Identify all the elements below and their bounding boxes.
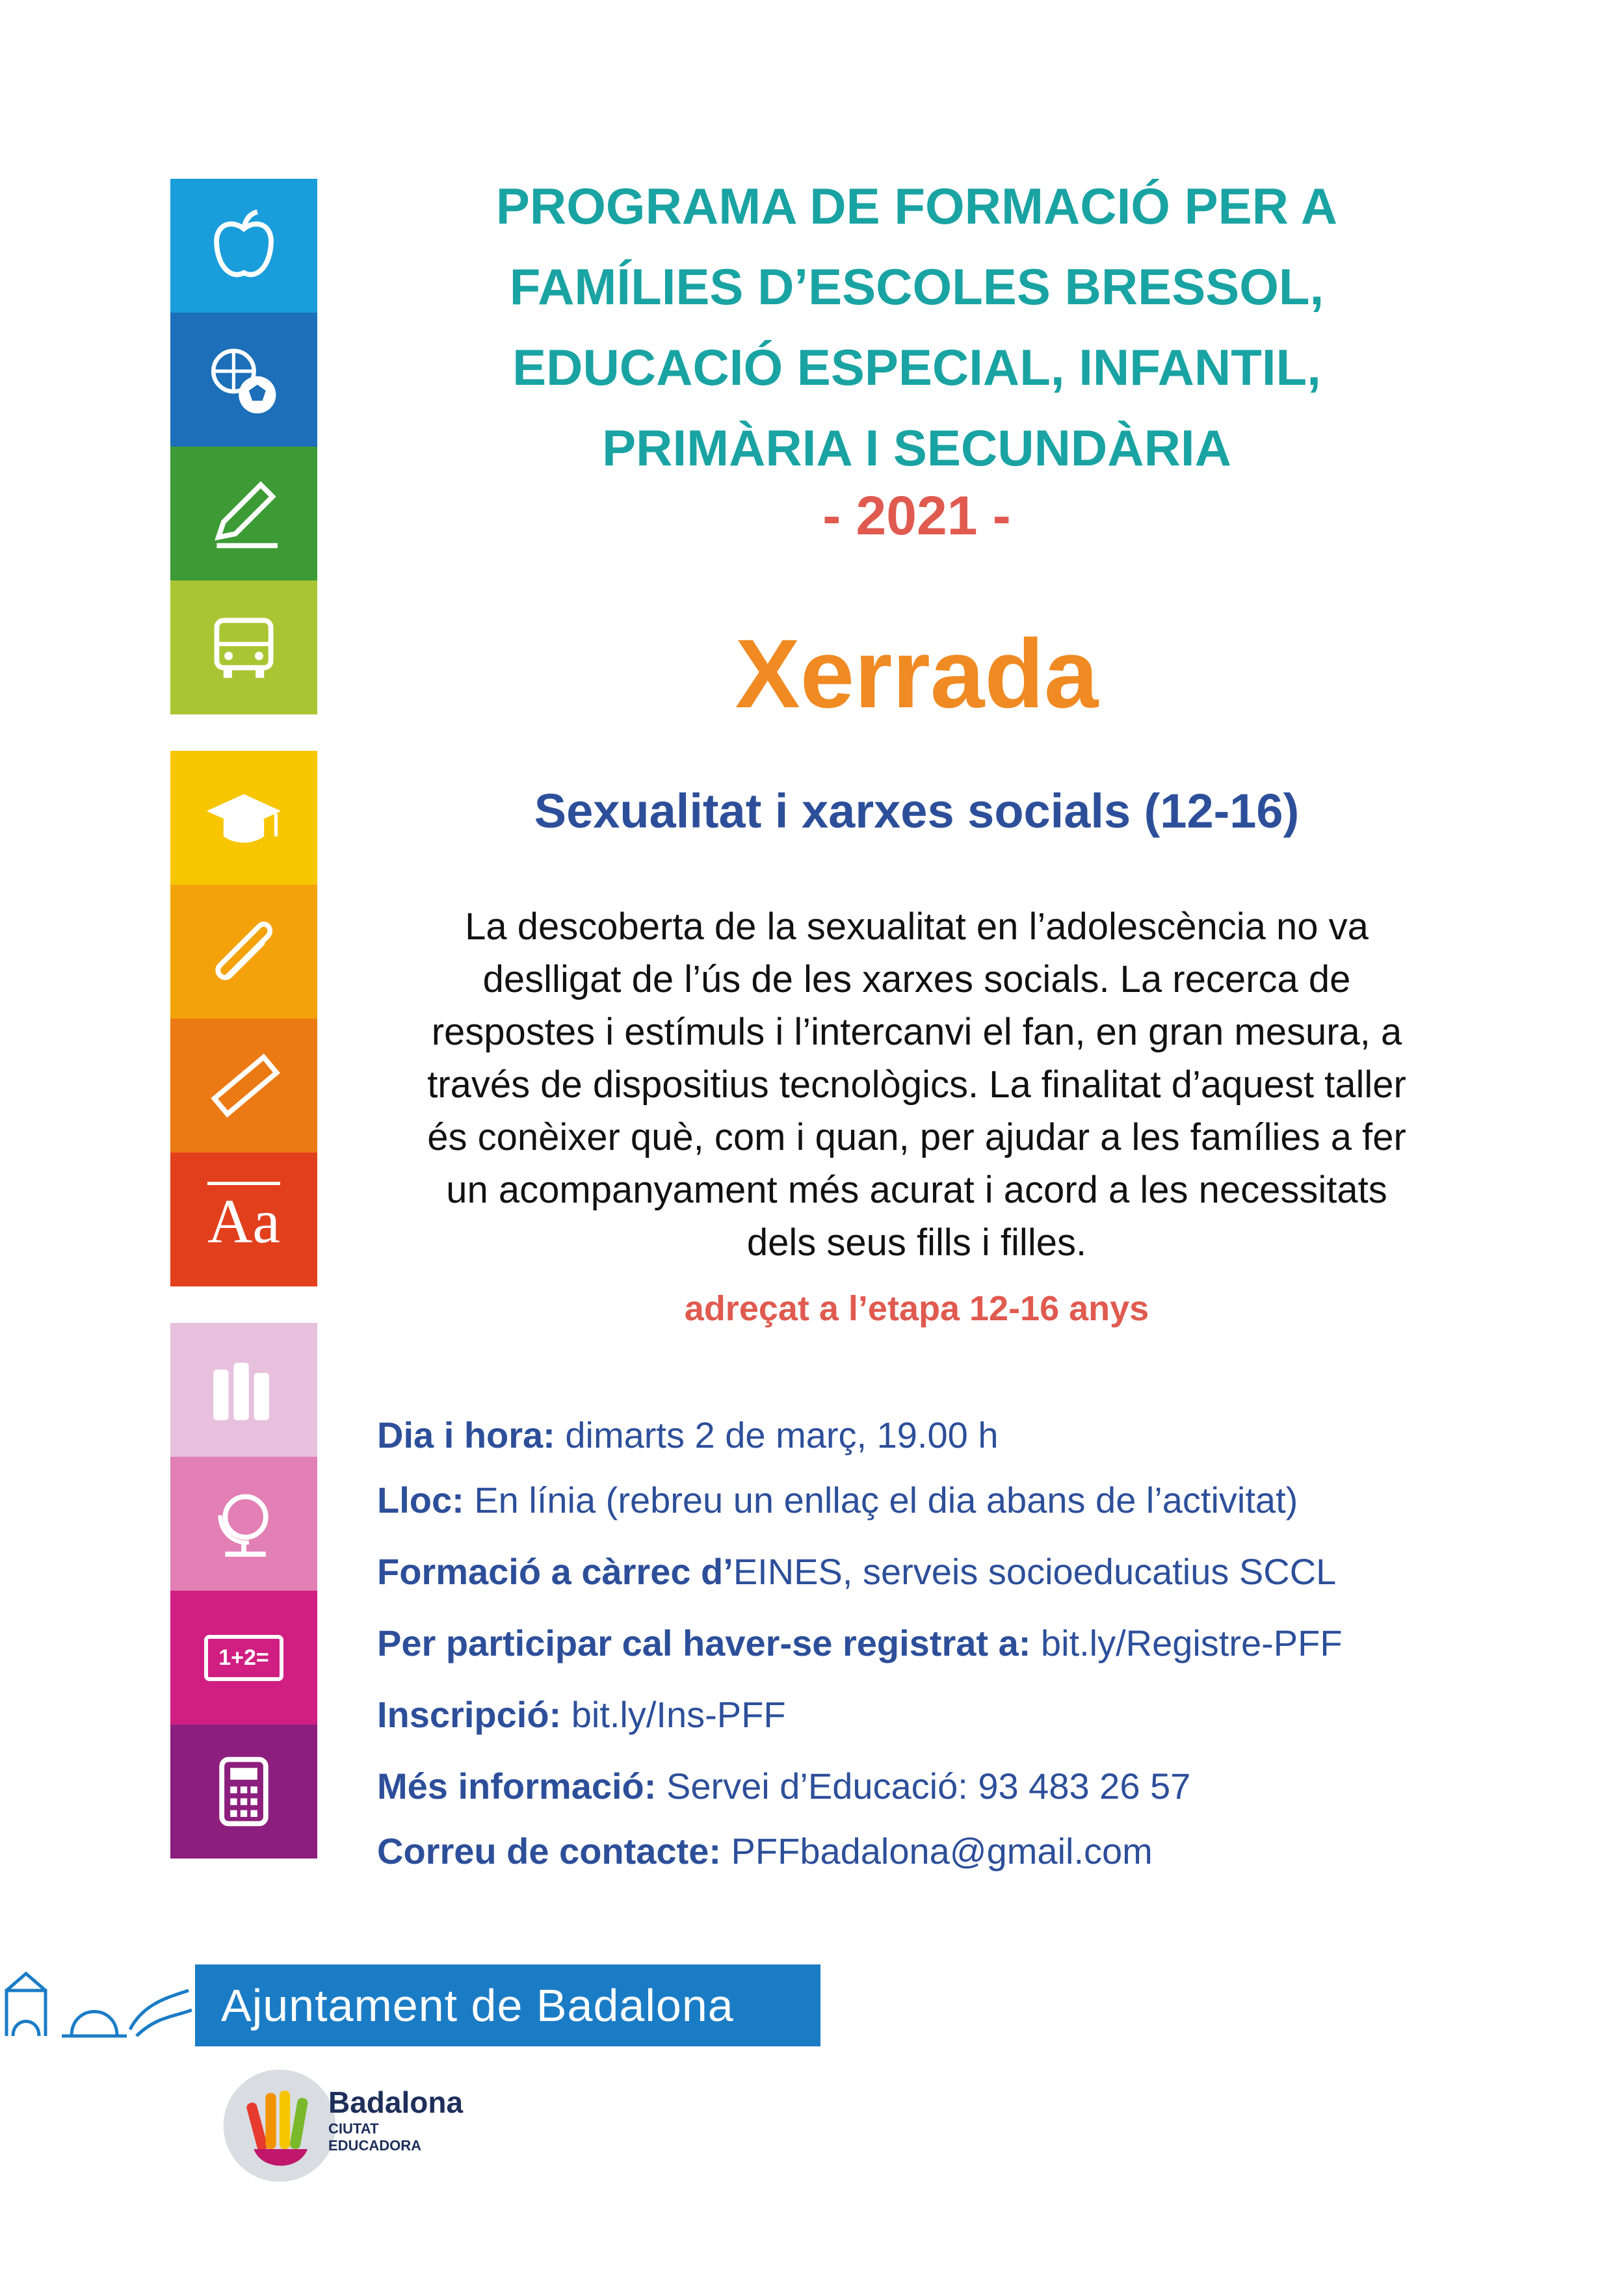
event-description — [384, 900, 1450, 1269]
hand-logo-icon — [221, 2067, 338, 2184]
logo-subtitle — [328, 2120, 421, 2154]
detail-registration — [377, 1622, 1343, 1664]
event-title: Sexualitat i xarxes socials (12-16) — [534, 784, 1300, 838]
detail-more-info — [377, 1765, 1190, 1807]
tile-chalkboard — [170, 1591, 317, 1725]
program-year: - 2021 - — [822, 485, 1011, 546]
description-line: dels seus fills i filles. — [746, 1221, 1087, 1264]
contact-email-link[interactable]: PFFbadalona@gmail.com — [721, 1831, 1153, 1872]
event-type: Xerrada — [735, 619, 1099, 728]
detail-label: Dia i hora: — [377, 1415, 555, 1455]
inscription-link[interactable]: bit.ly/Ins-PFF — [561, 1694, 786, 1735]
balls-icon — [202, 337, 286, 422]
globe-icon — [202, 1481, 286, 1566]
tile-calculator — [170, 1725, 317, 1859]
heading-line: FAMÍLIES D’ESCOLES BRESSOL, — [509, 258, 1324, 315]
city-seal-icon — [0, 1964, 195, 2046]
detail-value: En línia (rebreu un enllaç el dia abans de l’activitat) — [464, 1480, 1298, 1520]
chalkboard-icon — [204, 1635, 283, 1681]
description-line: deslligat de l’ús de les xarxes socials. La recerca de — [482, 958, 1351, 1000]
pencil-icon — [202, 471, 286, 556]
banner-title: Ajuntament de Badalona — [221, 1980, 734, 2031]
detail-value: dimarts 2 de març, 19.00 h — [555, 1415, 999, 1455]
chalkboard-text: 1+2= — [218, 1645, 269, 1670]
detail-value: Servei d’Educació: 93 483 26 57 — [656, 1766, 1191, 1807]
heading-line: PRIMÀRIA I SECUNDÀRIA — [602, 419, 1231, 476]
heading-line: EDUCACIÓ ESPECIAL, INFANTIL, — [512, 339, 1321, 396]
description-line: La descoberta de la sexualitat en l’adolescència no va — [465, 906, 1369, 948]
tile-globe — [170, 1457, 317, 1591]
description-line: respostes i estímuls i l’intercanvi el fan, en gran mesura, a — [431, 1011, 1402, 1053]
event-audience: adreçat a l’etapa 12-16 anys — [684, 1289, 1149, 1328]
registration-link[interactable]: bit.ly/Registre-PFF — [1030, 1623, 1343, 1663]
detail-inscription — [377, 1693, 786, 1736]
detail-label: Formació a càrrec d’ — [377, 1551, 733, 1592]
ruler-icon — [202, 1043, 286, 1128]
detail-label: Per participar cal haver-se registrat a: — [377, 1623, 1031, 1663]
graduation-cap-icon — [202, 776, 286, 860]
detail-trainer — [377, 1550, 1336, 1593]
detail-label: Més informació: — [377, 1766, 657, 1807]
paperclip-icon — [202, 909, 286, 994]
books-icon — [202, 1348, 286, 1432]
detail-label: Lloc: — [377, 1480, 464, 1520]
tile-cap — [170, 751, 317, 885]
logo-name: Badalona — [328, 2085, 464, 2119]
detail-value: EINES, serveis socioeducatius SCCL — [733, 1551, 1337, 1592]
detail-date — [377, 1414, 998, 1456]
tile-letters — [170, 1153, 317, 1286]
description-line: través de dispositius tecnològics. La finalitat d’aquest taller — [427, 1063, 1406, 1106]
logo-subtitle-line: EDUCADORA — [328, 2137, 421, 2154]
detail-contact — [377, 1830, 1153, 1872]
bus-icon — [202, 605, 286, 690]
heading-line: PROGRAMA DE FORMACIÓ PER A — [495, 177, 1338, 235]
tile-ruler — [170, 1019, 317, 1153]
tile-pencil — [170, 447, 317, 581]
detail-place — [377, 1479, 1298, 1521]
detail-label: Inscripció: — [377, 1694, 562, 1735]
letters-icon: Aa — [207, 1182, 280, 1257]
tile-balls — [170, 313, 317, 447]
logo-subtitle-line: CIUTAT — [328, 2120, 379, 2137]
tile-books — [170, 1323, 317, 1457]
tile-bus — [170, 581, 317, 714]
apple-icon — [202, 203, 286, 288]
tile-paperclip — [170, 885, 317, 1019]
description-line: un acompanyament més acurat i acord a les necessitats — [446, 1169, 1387, 1211]
tile-apple — [170, 179, 317, 313]
calculator-icon — [202, 1749, 286, 1834]
detail-label: Correu de contacte: — [377, 1831, 721, 1872]
description-line: és conèixer què, com i quan, per ajudar a les famílies a fer — [427, 1116, 1406, 1158]
program-heading — [364, 166, 1469, 488]
city-council-banner — [0, 1964, 820, 2046]
